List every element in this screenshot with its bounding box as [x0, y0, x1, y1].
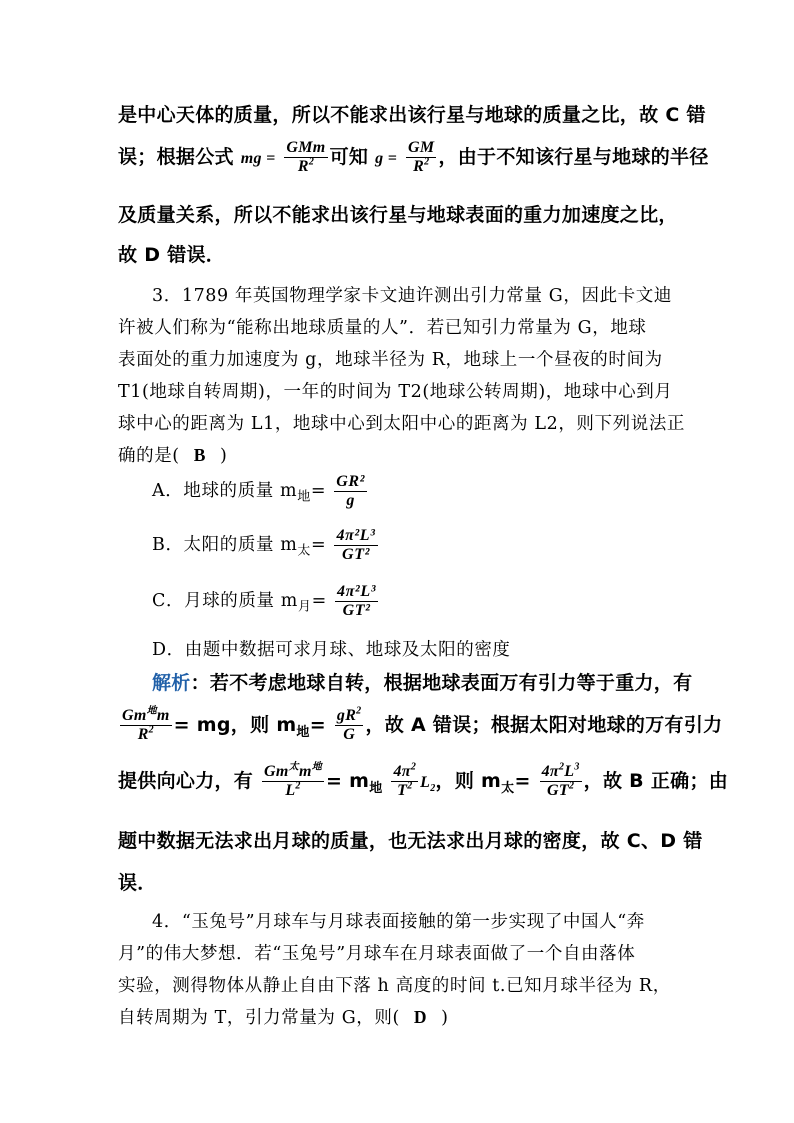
option-c-fraction: $\frac{\text{4π²L³}}{\text{GT²}}$: [337, 583, 377, 619]
option-a-fraction: $\frac{\text{GR²}}{g}$: [336, 473, 366, 509]
q3-option-a: A．地球的质量 $m_地=$ $\frac{\text{GR²}}{g}$: [152, 473, 366, 509]
solution-line-5: 误．: [118, 872, 157, 894]
q3-line-6: 确的是( B ): [118, 445, 228, 466]
intro-line-4: 故 D 错误．: [118, 244, 226, 266]
solution-line-4: 题中数据无法求出月球的质量，也无法求出月球的密度，故 C、D 错: [118, 830, 703, 852]
formula-gm-sun-m-earth-l2: $\frac{Gm^太m^地}{L^2}$: [264, 761, 323, 799]
intro-line-2: 误；根据公式 mg = $\frac{\text{GMm}}{R^2}$ 可知 g = $\frac{GM}{R^2}$ ，由于不知该行星与地球的半径: [118, 139, 709, 175]
q3-line-3: 表面处的重力加速度为 g，地球半径为 R，地球上一个昼夜的时间为: [118, 350, 663, 370]
q3-option-c: C．月球的质量 $m_月=$ $\frac{\text{4π²L³}}{\text{GT²}}$: [152, 583, 377, 619]
q3-line-4: T1(地球自转周期)，一年的时间为 T2(地球公转周期)，地球中心到月: [118, 382, 673, 402]
intro-line-3: 及质量关系，所以不能求出该行星与地球表面的重力加速度之比，: [118, 204, 678, 226]
q3-line-5: 球中心的距离为 L1，地球中心到太阳中心的距离为 L2，则下列说法正: [118, 414, 686, 434]
formula-mg-eq: mg =: [240, 150, 276, 168]
q4-answer: D: [413, 1007, 428, 1027]
q4-line-3: 实验，测得物体从静止自由下落 h 高度的时间 t.已知月球半径为 R，: [118, 976, 671, 996]
formula-gr2-g: $\frac{gR^2}{G}$: [336, 705, 362, 743]
formula-fraction-gmm-r2: $\frac{\text{GMm}}{R^2}$: [286, 139, 326, 175]
formula-g-eq: g =: [375, 150, 398, 168]
solution-label: 解析: [152, 672, 191, 694]
q3-answer: B: [193, 445, 207, 465]
solution-line-3: 提供向心力，有 $\frac{Gm^太m^地}{L^2}$ = $m_地$ $\frac{4\pi^2}{T^2}$ $L_2$，则 $m_太=$ $\frac{4\pi^2L^3}{GT^2}$ ，故 B 正确；由: [118, 761, 729, 799]
option-b-fraction: $\frac{\text{4π²L³}}{\text{GT²}}$: [336, 527, 376, 563]
solution-line-2: $\frac{Gm^地m}{R^2}$ = mg，则 $m_地=$ $\frac{gR^2}{G}$ ，故 A 错误；根据太阳对地球的万有引力: [122, 705, 723, 743]
q4-line-1: 4．“玉兔号”月球车与月球表面接触的第一步实现了中国人“奔: [152, 912, 645, 932]
q3-line-1: 3．1789 年英国物理学家卡文迪许测出引力常量 G，因此卡文迪: [152, 286, 672, 306]
q3-option-d: D．由题中数据可求月球、地球及太阳的密度: [152, 640, 511, 660]
q4-line-2: 月”的伟大梦想．若“玉兔号”月球车在月球表面做了一个自由落体: [118, 944, 636, 964]
q3-line-2: 许被人们称为“能称出地球质量的人”．若已知引力常量为 G，地球: [118, 318, 647, 338]
formula-4pi2l3-gt2: $\frac{4\pi^2L^3}{GT^2}$: [541, 761, 580, 799]
solution-line-1: 解析：若不考虑地球自转，根据地球表面万有引力等于重力，有: [152, 672, 693, 694]
q3-option-b: B．太阳的质量 $m_太=$ $\frac{\text{4π²L³}}{\text{GT²}}$: [152, 527, 376, 563]
q4-line-4: 自转周期为 T，引力常量为 G，则( D ): [118, 1007, 449, 1028]
formula-4pi2-t2: $\frac{4\pi^2}{T^2}$: [393, 761, 417, 799]
formula-gm-earth-m-r2: $\frac{Gm^地m}{R^2}$: [122, 705, 170, 743]
intro-line-1: 是中心天体的质量，所以不能求出该行星与地球的质量之比，故 C 错: [118, 104, 706, 126]
formula-fraction-gm-r2: $\frac{GM}{R^2}$: [408, 139, 435, 175]
